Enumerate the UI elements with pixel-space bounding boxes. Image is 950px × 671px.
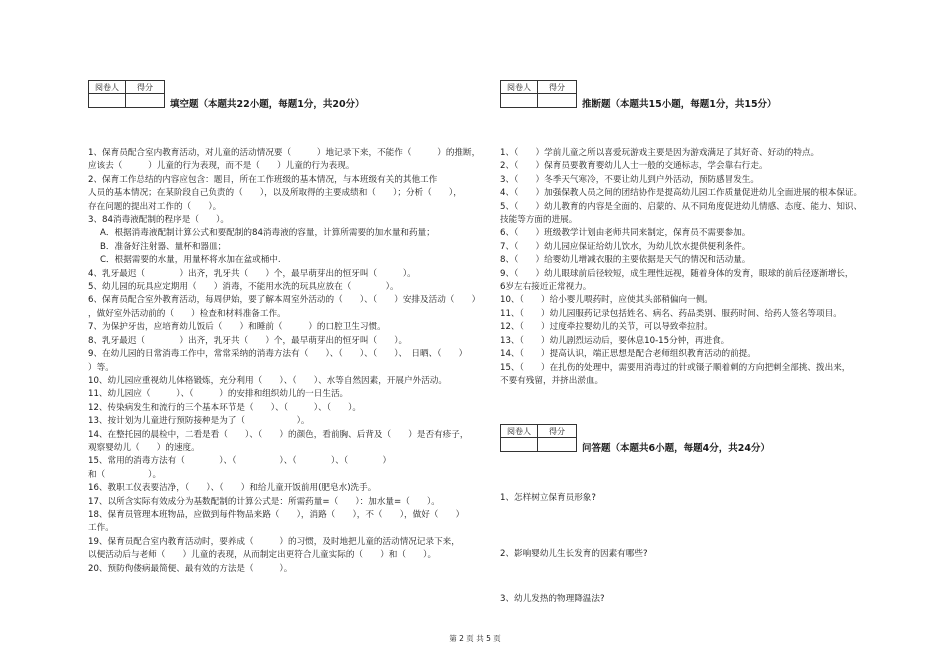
score-label: 得分 [538,425,577,438]
fill-section-title: 填空题（本题共22小题，每题1分，共20分） [170,99,365,110]
grader-label: 阅卷人 [89,81,126,94]
question-line: 6、（ ）班级教学计划由老师共同来制定，保育员不需要参加。 [500,228,751,239]
score-label: 得分 [126,81,165,94]
question-line: 1、保育员配合室内教育活动，对儿童的活动情况要（ ）地记录下来，不能作（ ）的推断， [88,148,481,158]
question-line: 以便活动后与老师（ ）儿童的表现，从而制定出更符合儿童实际的（ ）和（ ）。 [88,550,437,561]
qa-question-3: 3、幼儿发热的物理降温法? [500,594,605,604]
qa-question-1: 1、怎样树立保育员形象? [500,493,596,503]
score-cell [126,94,165,108]
question-line: 14、（ ）提高认识，端正思想是配合老师组织教育活动的前提。 [500,349,756,360]
grader-cell [501,94,538,108]
question-line: 13、按计划为儿童进行预防接种是为了（ ）。 [88,416,310,427]
question-line: 11、（ ）幼儿园服药记录包括姓名、病名、药品类别、服药时间、给药人签名等项目。 [500,308,842,319]
score-box-qa [500,424,577,452]
question-line: 10、幼儿园应重视幼儿体格锻炼，充分利用（ ）、（ ）、水等自然因素，开展户外活动。 [88,375,447,386]
question-line: 14、在整托园的晨检中，二看是看（ ）、（ ）的颜色，看前胸、后背及（ ）是否有疹子， [88,429,469,440]
question-line: ，做好室外活动前的（ ）检查和材料准备工作。 [88,308,286,319]
score-box-judge [500,80,577,108]
question-line: 3、（ ）冬季天气寒冷，不要让幼儿到户外活动，预防感冒发生。 [500,174,759,185]
page-footer: 第 2 页 共 5 页 [449,634,501,643]
question-line: 11、幼儿园应（ ）、（ ）的安排和组织幼儿的一日生活。 [88,389,349,400]
question-line: 12、传染病发生和流行的三个基本环节是（ ）、（ ）、（ ）。 [88,402,362,413]
question-line: 15、（ ）在扎伤的处理中，需要用消毒过的针或镊子顺着刺的方向把刺全部挑、拨出来， [500,362,851,373]
question-line: 18、保育员管理本班物品，应做到每件物品来路（ ），消路（ ），不（ ），做好（ ） [88,509,465,520]
question-line: 15、常用的消毒方法有（ ）、（ ）、（ ）、（ ） [88,456,392,467]
question-line: 1、（ ）学前儿童之所以喜爱玩游戏主要是因为游戏满足了其好奇、好动的特点。 [500,148,820,158]
question-line: 20、预防佝偻病最简便、最有效的方法是（ ）。 [88,563,293,574]
grader-label: 阅卷人 [501,425,538,438]
question-line: 技能等方面的进展。 [500,215,578,226]
judge-section-title: 推断题（本题共15小题，每题1分，共15分） [582,99,777,110]
question-line: 不要有残留，并挤出淤血。 [500,375,604,386]
score-cell [538,438,577,452]
question-line: 19、保育员配合室内教育活动时，要养成（ ）的习惯，及时地把儿童的活动情况记录下来， [88,536,460,547]
question-line: 和（ ）。 [88,469,162,480]
score-label: 得分 [538,81,577,94]
question-line: 6岁左右接近正常视力。 [500,282,592,293]
question-line: 13、（ ）幼儿剧烈运动后，要休息10-15分钟，再进食。 [500,335,730,346]
question-line: 2、保育工作总结的内容应包含：题目，所在工作班级的基本情况，与本班级有关的其他工作 [88,174,438,185]
question-line: 3、84消毒液配制的程序是（ ）。 [88,215,230,226]
question-line: 8、乳牙最迟（ ）出齐，乳牙共（ ）个，最早萌芽出的恒牙叫（ ）。 [88,335,408,346]
grader-label: 阅卷人 [501,81,538,94]
question-line: 应该去（ ）儿童的行为表现，而不是（ ）儿童的行为表现。 [88,161,355,172]
question-line: 9、（ ）幼儿眼球前后径较短，成生理性远视，随着身体的发育，眼球的前后径逐渐增长， [500,268,854,279]
question-line: 9、在幼儿园的日常消毒工作中，常常采纳的消毒方法有（ ）、（ ）、（ ）、 日晒、（ ） [88,349,468,360]
score-cell [538,94,577,108]
question-line: 存在问题的提出对工作的（ ）。 [88,201,222,212]
question-line: C．根据需要的水量，用量杯将水加在盆或桶中. [100,255,281,266]
question-line: 5、幼儿园的玩具应定期用（ ）消毒，不能用水洗的玩具应放在（ ）。 [88,282,399,293]
grader-cell [501,438,538,452]
question-line: 观察婴幼儿（ ）的速度。 [88,442,200,453]
question-line: 人员的基本情况；在某阶段自己负责的（ ），以及所取得的主要成绩和（ ）；分析（ ）， [88,188,462,199]
question-line: 10、（ ）给小婴儿喂药时，应使其头部稍偏向一侧。 [500,295,713,306]
question-line: B．准备好注射器、量杯和器皿； [100,241,227,252]
question-line: 4、（ ）加强保教人员之间的团结协作是提高幼儿园工作质量促进幼儿全面进展的根本保证。 [500,188,863,199]
question-line: 7、为保护牙齿，应培育幼儿饭后（ ）和睡前（ ）的口腔卫生习惯。 [88,322,386,333]
qa-question-2: 2、影响婴幼儿生长发育的因素有哪些? [500,549,648,559]
question-line: 7、（ ）幼儿园应保证给幼儿饮水，为幼儿饮水提供便利条件。 [500,241,751,252]
question-line: 16、教职工仪表要洁净，（ ）、（ ）和给儿童开饭前用(肥皂水)洗手。 [88,483,377,494]
question-line: 4、乳牙最迟（ ）出齐，乳牙共（ ）个，最早萌芽出的恒牙叫（ ）。 [88,268,416,279]
question-line: 工作。 [88,523,114,534]
judge-questions [500,147,862,388]
question-line: 8、（ ）给婴幼儿增减衣服的主要依据是天气的情况和活动量。 [500,255,751,266]
fill-questions [88,147,480,576]
qa-section-title: 问答题（本题共6小题，每题4分，共24分） [582,443,770,454]
question-line: 6、保育员配合室外教育活动，每周伊始，要了解本周室外活动的（ ）、（ ）安排及活动（ ） [88,295,481,306]
question-line: 12、（ ）过度牵拉婴幼儿的关节，可以导致牵拉肘。 [500,322,713,333]
question-line: A．根据消毒液配制计算公式和要配制的84消毒液的容量，计算所需要的加水量和药量； [100,228,435,239]
question-line: 5、（ ）幼儿教育的内容是全面的、启蒙的、从不同角度促进幼儿情感、态度、能力、知识、 [500,201,863,212]
question-line: ）等。 [88,362,114,373]
question-line: 2、（ ）保育员要教育婴幼儿人士一般的交通标志，学会靠右行走。 [500,161,768,172]
grader-cell [89,94,126,108]
question-line: 17、以所含实际有效成分为基数配制的计算公式是：所需药量=（ ）：加水量=（ ）。 [88,496,440,507]
score-box-fill [88,80,165,108]
